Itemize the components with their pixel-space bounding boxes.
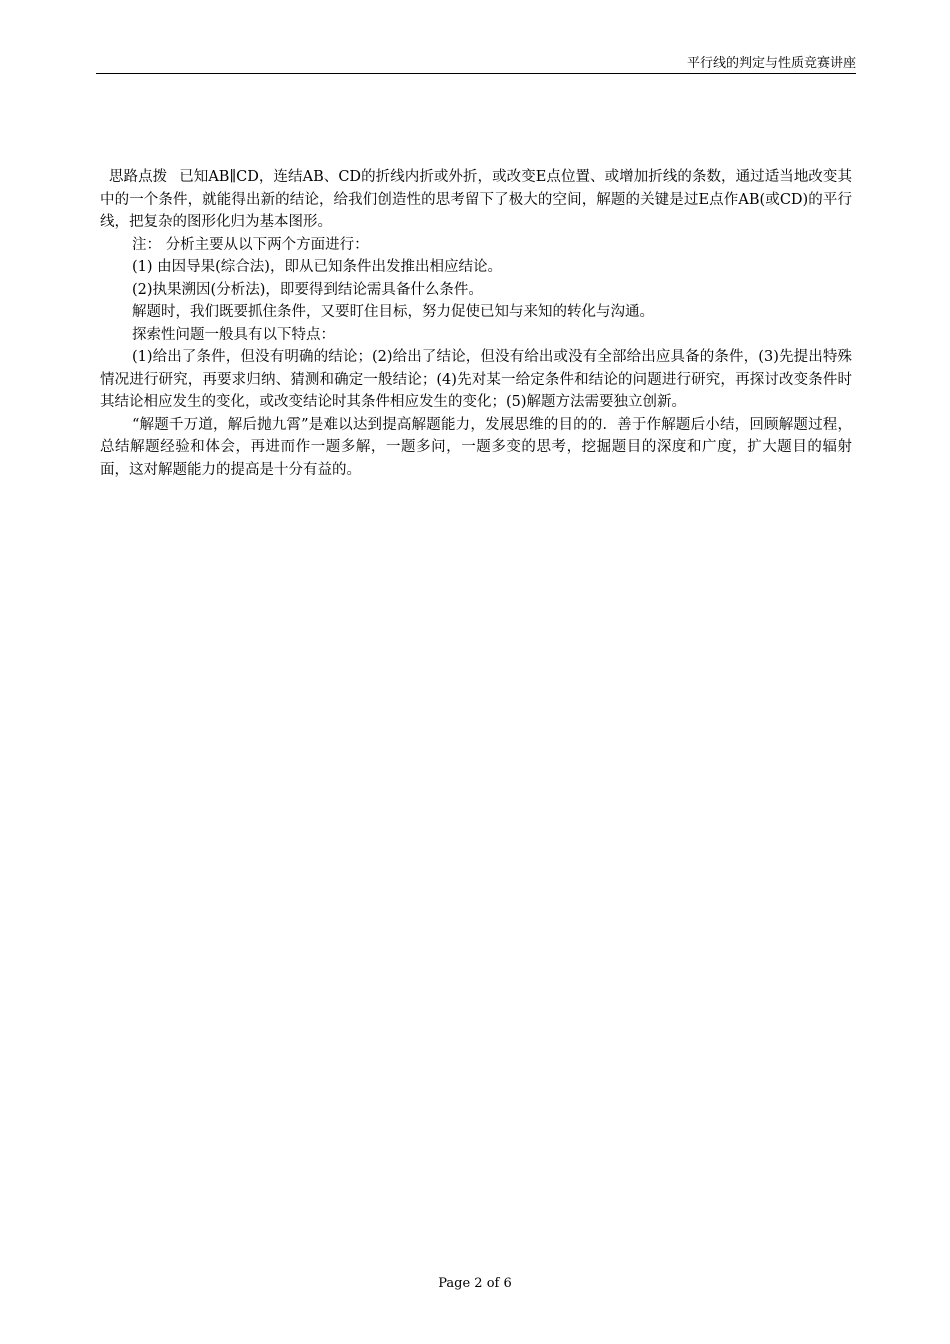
solving-approach-paragraph: 解题时，我们既要抓住条件，又要盯住目标，努力促使已知与来知的转化与沟通。 [132,304,654,320]
header-title: 平行线的判定与性质竞赛讲座 [686,56,856,71]
document-body [100,166,852,481]
intro-paragraph [100,166,852,234]
exploratory-intro-paragraph: 探索性问题一般具有以下特点： [132,326,335,343]
page-footer [0,1276,950,1292]
method-synthesis-paragraph: (1) 由因导果(综合法)，即从已知条件出发推出相应结论。 [132,259,502,275]
intro-label: 思路点拨 [109,169,168,185]
method-analysis-paragraph: (2)执果溯因(分析法)，即要得到结论需具备什么条件。 [132,281,483,298]
page-number: Page 2 of 6 [438,1276,512,1291]
exploratory-features-paragraph: (1)给出了条件，但没有明确的结论；(2)给出了结论，但没有给出或没有全部给出应具备的条件，(3)先提出特殊情况进行研究，再要求归纳、猜测和确定一般结论；(4)先对某一给定条件和结论的问题进行研究，再探讨改变条件时其结论相应发生的变化，或改变结论时其条件相应发生的变化；(5)解题方法需要独立创新。 [100,349,852,410]
intro-text: 已知AB∥CD，连结AB、CD的折线内折或外折，或改变E点位置、或增加折线的条数，通过适当地改变其中的一个条件，就能得出新的结论，给我们创造性的思考留下了极大的空间，解题的关键是过E点作AB(或CD)的平行线，把复杂的图形化归为基本图形。 [100,169,852,230]
reflection-paragraph: “解题千万道，解后抛九霄”是难以达到提高解题能力，发展思维的目的的．善于作解题后小结，回顾解题过程，总结解题经验和体会，再进而作一题多解，一题多问，一题多变的思考，挖掘题目的深度和广度，扩大题目的辐射面，这对解题能力的提高是十分有益的。 [100,416,852,478]
note-paragraph: 注： 分析主要从以下两个方面进行： [132,236,369,253]
page-header [96,56,856,74]
